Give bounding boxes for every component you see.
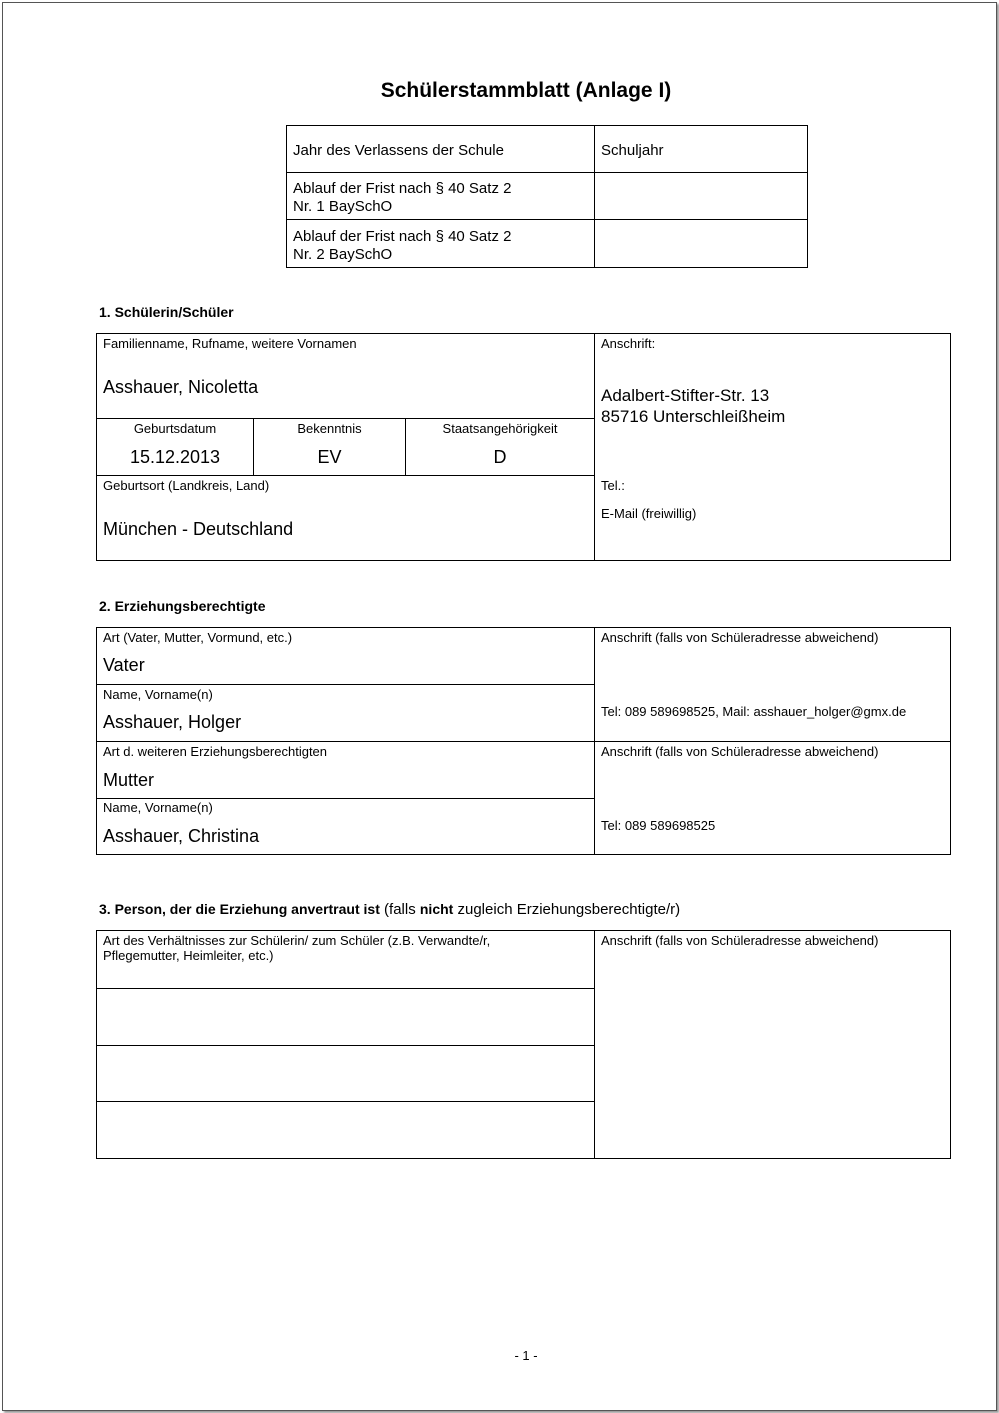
guardian1-name-label: Name, Vorname(n)	[103, 687, 213, 702]
guardian2-address-label: Anschrift (falls von Schüleradresse abweichend)	[601, 744, 879, 759]
document-page	[2, 2, 997, 1411]
guardian2-type-value: Mutter	[103, 770, 155, 790]
page-number: - 1 -	[514, 1348, 538, 1363]
birthdate-value: 15.12.2013	[129, 447, 221, 467]
birthplace-label: Geburtsort (Landkreis, Land)	[103, 478, 270, 493]
nationality-label: Staatsangehörigkeit	[442, 421, 558, 436]
section1-heading: 1. Schülerin/Schüler	[99, 304, 234, 320]
guardian2-name-label: Name, Vorname(n)	[103, 800, 213, 815]
guardian1-type-value: Vater	[103, 655, 145, 675]
section2-heading: 2. Erziehungsberechtigte	[99, 598, 266, 614]
guardian1-contact: Tel: 089 589698525, Mail: asshauer_holger@gmx.de	[601, 704, 907, 719]
birthdate-label: Geburtsdatum	[133, 421, 217, 436]
guardian2-name-value: Asshauer, Christina	[103, 826, 260, 846]
section3-heading: 3. Person, der die Erziehung anvertraut ist (falls nicht zugleich Erziehungsberechtigte/r)	[99, 901, 681, 918]
email-label: E-Mail (freiwillig)	[601, 506, 697, 521]
student-name-value: Asshauer, Nicoletta	[103, 377, 259, 397]
guardian1-type-label: Art (Vater, Mutter, Vormund, etc.)	[103, 630, 293, 645]
religion-label: Bekenntnis	[297, 421, 362, 436]
student-name-label: Familienname, Rufname, weitere Vornamen	[103, 336, 357, 351]
guardian1-address-label: Anschrift (falls von Schüleradresse abweichend)	[601, 630, 879, 645]
address-label: Anschrift:	[601, 336, 656, 351]
guardian2-type-label: Art d. weiteren Erziehungsberechtigten	[103, 744, 328, 759]
relation-label: Art des Verhältnisses zur Schülerin/ zum Schüler (z.B. Verwandte/r, Pflegemutter, Heimleiter, etc.)	[103, 933, 491, 963]
document-title: Schülerstammblatt (Anlage I)	[380, 79, 672, 102]
caregiver-address-label: Anschrift (falls von Schüleradresse abweichend)	[601, 933, 879, 948]
guardian2-contact: Tel: 089 589698525	[601, 818, 716, 833]
deadline-nr2-label: Ablauf der Frist nach § 40 Satz 2 Nr. 2 BaySchO	[293, 228, 512, 263]
nationality-value: D	[493, 447, 507, 467]
school-year-label: Schuljahr	[601, 142, 664, 159]
birthplace-value: München - Deutschland	[103, 519, 294, 539]
tel-label: Tel.:	[601, 478, 625, 493]
guardian1-name-value: Asshauer, Holger	[103, 712, 242, 732]
deadline-nr1-label: Ablauf der Frist nach § 40 Satz 2 Nr. 1 BaySchO	[293, 180, 512, 215]
leave-year-label: Jahr des Verlassens der Schule	[293, 142, 504, 159]
religion-value: EV	[317, 447, 342, 467]
address-value: Adalbert-Stifter-Str. 13 85716 Unterschleißheim	[601, 386, 786, 426]
